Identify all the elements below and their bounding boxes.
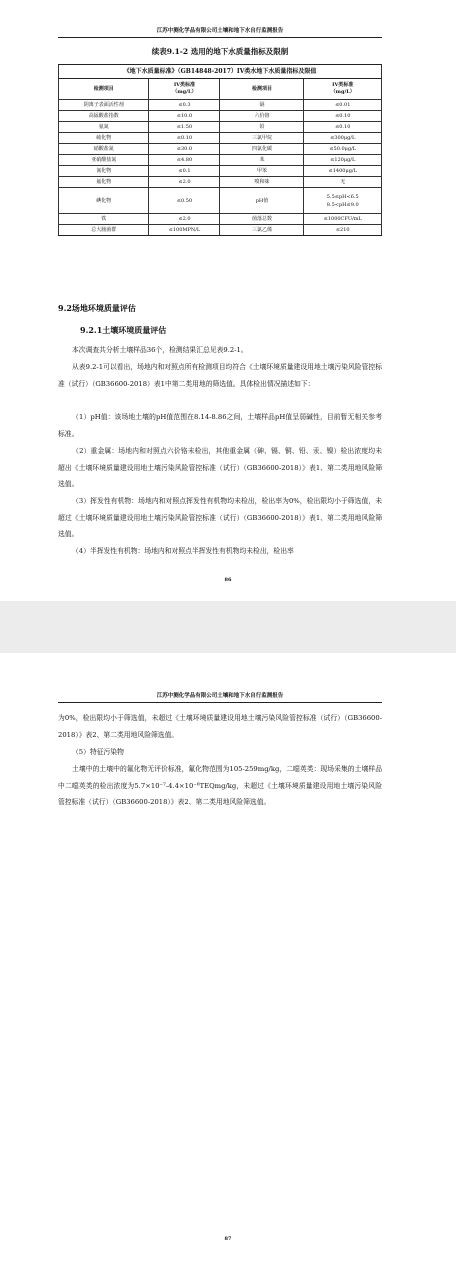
table-row bbox=[59, 214, 382, 225]
parameter-cell: 阴离子表面活性剂 bbox=[59, 100, 149, 111]
body-paragraph: （1）pH值：该场地土壤的pH值范围在8.14-8.86之间，土壤样品pH值呈弱碱性，目前暂无相关参考标准。 bbox=[58, 413, 382, 438]
limit-cell: ≤210 bbox=[304, 225, 382, 236]
parameter-cell: 甲苯 bbox=[220, 166, 304, 177]
parameter-cell: 六价铬 bbox=[220, 111, 304, 122]
parameter-cell: 菌落总数 bbox=[220, 214, 304, 225]
parameter-cell: 总大肠菌群 bbox=[59, 225, 149, 236]
body-paragraph: （2）重金属：场地内和对照点六价铬未检出，其他重金属（砷、镉、铜、铅、汞、镍）检出浓度均未超出《土壤环境质量建设用地土壤污染风险管控标准（试行）（GB36600-2018）》表1、第二类用地风险筛选值。 bbox=[58, 447, 382, 489]
limit-cell: ≤2.0 bbox=[149, 177, 220, 188]
column-header: 检测项目 bbox=[59, 79, 149, 100]
parameter-cell: 硫化物 bbox=[59, 133, 149, 144]
column-header: IV类标准 （mg/L） bbox=[149, 79, 220, 100]
body-paragraph: （4）半挥发性有机物：场地内和对照点半挥发性有机物均未检出，检出率 bbox=[72, 547, 294, 555]
page-number: 87 bbox=[224, 1236, 232, 1242]
parameter-cell: 氟化物 bbox=[59, 177, 149, 188]
table-caption-row bbox=[59, 65, 382, 79]
limit-cell: ≤4.80 bbox=[149, 155, 220, 166]
section-heading: 9.2场地环境质量评估 bbox=[58, 303, 136, 313]
table-row bbox=[59, 177, 382, 188]
groundwater-standards-table bbox=[58, 64, 382, 236]
limit-cell: ≤0.50 bbox=[149, 188, 220, 214]
limit-cell: ≤100MPN/L bbox=[149, 225, 220, 236]
limit-cell: ≤0.01 bbox=[304, 100, 382, 111]
limit-cell: ≤2.0 bbox=[149, 214, 220, 225]
parameter-cell: 镉 bbox=[220, 100, 304, 111]
table-row bbox=[59, 111, 382, 122]
parameter-cell: 苯 bbox=[220, 155, 304, 166]
limit-cell: ≤0.3 bbox=[149, 100, 220, 111]
parameter-cell: 三氯乙烯 bbox=[220, 225, 304, 236]
body-paragraph: 从表9.2-1可以看出，场地内和对照点所有检测项目均符合《土壤环境质量建设用地土壤污染风险管控标准（试行）（GB36600-2018）表1中第二类用地的筛选值。具体检出情况描述如下： bbox=[58, 363, 382, 388]
parameter-cell: 高锰酸盐指数 bbox=[59, 111, 149, 122]
limit-cell: ≤30.0 bbox=[149, 144, 220, 155]
parameter-cell: 氨氮 bbox=[59, 122, 149, 133]
column-header: 检测项目 bbox=[220, 79, 304, 100]
page-header: 江苏中测化学品有限公司土壤和地下水自行监测报告 bbox=[58, 691, 382, 703]
table-caption: 《地下水质量标准》（GB14848-2017）IV类水地下水质量指标及限值 bbox=[59, 65, 382, 79]
parameter-cell: 氰化物 bbox=[59, 166, 149, 177]
table-title: 续表9.1-2 选用的地下水质量指标及限制 bbox=[151, 47, 289, 56]
page-number: 86 bbox=[224, 577, 232, 583]
body-paragraph: （3）挥发性有机物：场地内和对照点挥发性有机物均未检出，检出率为0%，检出限均小于筛选值，未超过《土壤环境质量建设用地土壤污染风险管控标准（试行）（GB36600-2018）》表1、第二类用地风险筛选值。 bbox=[58, 497, 382, 539]
limit-cell: ≤0.10 bbox=[304, 111, 382, 122]
parameter-cell: 硝酸盐氮 bbox=[59, 144, 149, 155]
parameter-cell: 三氯甲烷 bbox=[220, 133, 304, 144]
column-header: IV类标准 （mg/L） bbox=[304, 79, 382, 100]
limit-cell: ≤0.1 bbox=[149, 166, 220, 177]
parameter-cell: 碘化物 bbox=[59, 188, 149, 214]
table-header-row bbox=[59, 79, 382, 100]
parameter-cell: 铅 bbox=[220, 122, 304, 133]
parameter-cell: 四氯化碳 bbox=[220, 144, 304, 155]
parameter-cell: 亚硝酸盐氮 bbox=[59, 155, 149, 166]
table-row bbox=[59, 133, 382, 144]
table-row bbox=[59, 188, 382, 214]
limit-cell: ≤0.10 bbox=[304, 122, 382, 133]
limit-cell: ≤120μg/L bbox=[304, 155, 382, 166]
table-row bbox=[59, 144, 382, 155]
subsection-heading: 9.2.1土壤环境质量评估 bbox=[80, 325, 167, 335]
limit-cell: ≤1400μg/L bbox=[304, 166, 382, 177]
limit-cell: ≤50.0μg/L bbox=[304, 144, 382, 155]
parameter-cell: 铁 bbox=[59, 214, 149, 225]
limit-cell: ≤10.0 bbox=[149, 111, 220, 122]
parameter-cell: 嗅和味 bbox=[220, 177, 304, 188]
limit-cell: 5.5≤pH<6.5 8.5<pH≤9.0 bbox=[304, 188, 382, 214]
body-paragraph: 土壤中的土壤中的氟化物无评价标准，氟化物范围为105-259mg/kg，二噁英类：现场采集的土壤样品中二噁英类的检出浓度为5.7×10⁻⁷-4.4×10⁻⁶TEQmg/kg，未超过《土壤环境质量建设用地土壤污染风险管控标准（试行）（GB36600-2018）》表2、第二类用地风险筛选值。 bbox=[58, 765, 382, 807]
table-row bbox=[59, 122, 382, 133]
limit-cell: ≤1.50 bbox=[149, 122, 220, 133]
limit-cell: 无 bbox=[304, 177, 382, 188]
limit-cell: ≤0.10 bbox=[149, 133, 220, 144]
table-row bbox=[59, 225, 382, 236]
body-paragraph: 本次调查共分析土壤样品36个，检测结果汇总见表9.2-1。 bbox=[72, 346, 248, 354]
body-paragraph: 为0%，检出限均小于筛选值，未超过《土壤环境质量建设用地土壤污染风险管控标准（试行）（GB36600-2018）》表2、第二类用地风险筛选值。 bbox=[58, 714, 382, 739]
limit-cell: ≤300μg/L bbox=[304, 133, 382, 144]
table-row bbox=[59, 155, 382, 166]
body-paragraph: （5）特征污染物 bbox=[72, 748, 124, 756]
page-header: 江苏中测化学品有限公司土壤和地下水自行监测报告 bbox=[58, 26, 382, 38]
limit-cell: ≤1000CFU/mL bbox=[304, 214, 382, 225]
table-row bbox=[59, 166, 382, 177]
document-page-87 bbox=[0, 653, 456, 1266]
parameter-cell: pH值 bbox=[220, 188, 304, 214]
table-row bbox=[59, 100, 382, 111]
document-page-86 bbox=[0, 0, 456, 601]
